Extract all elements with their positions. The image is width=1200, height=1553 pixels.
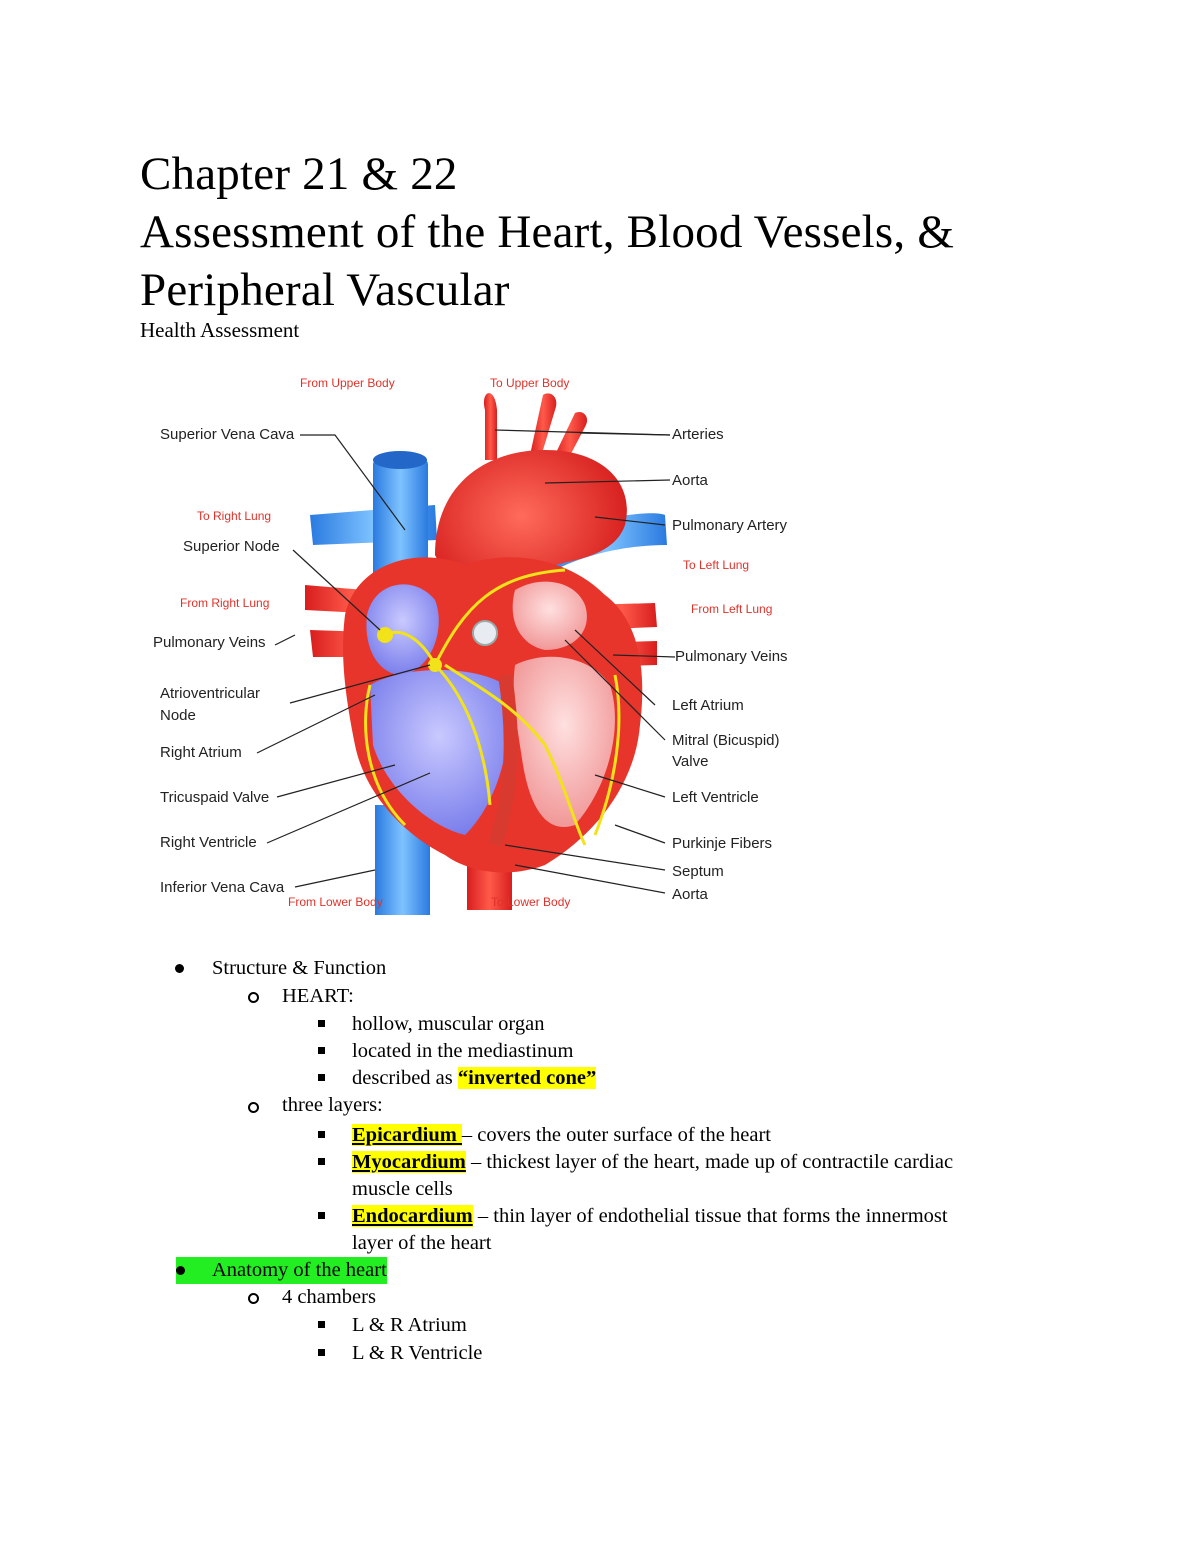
outline-three-layers: three layers: (282, 1094, 383, 1116)
outline-anatomy-highlight (176, 1257, 387, 1284)
label-tricuspid-valve: Tricuspaid Valve (160, 789, 270, 806)
av-node (428, 658, 442, 672)
outline-chamber-item-2: L & R Ventricle (352, 1342, 483, 1364)
label-to-upper-body: To Upper Body (490, 376, 570, 390)
document-title-line-1: Assessment of the Heart, Blood Vessels, & (140, 206, 955, 258)
outline-myocardium (352, 1149, 953, 1176)
outline-heart-item-2: located in the mediastinum (352, 1040, 574, 1062)
bullet-level3 (318, 1212, 325, 1219)
arteries-vessel-2 (530, 393, 556, 460)
outline-endocardium-cont: layer of the heart (352, 1232, 492, 1254)
label-left-atrium: Left Atrium (672, 697, 744, 714)
inverted-cone-highlight: “inverted cone” (457, 1067, 597, 1089)
label-arteries: Arteries (672, 426, 724, 443)
bullet-level2 (248, 1102, 259, 1113)
label-to-right-lung: To Right Lung (197, 509, 272, 523)
outline-epicardium (352, 1122, 771, 1149)
label-aorta-bottom: Aorta (672, 886, 708, 903)
label-from-left-lung: From Left Lung (691, 602, 773, 616)
outline-anatomy: Anatomy of the heart (212, 1259, 387, 1281)
outline-chamber-item-1: L & R Atrium (352, 1314, 467, 1336)
label-pulmonary-veins-right: Pulmonary Veins (675, 648, 788, 665)
bullet-level3 (318, 1131, 325, 1138)
bullet-level2 (248, 1293, 259, 1304)
document-title-line-2: Peripheral Vascular (140, 264, 510, 316)
label-to-left-lung: To Left Lung (683, 558, 750, 572)
label-inferior-vena-cava: Inferior Vena Cava (160, 879, 285, 896)
label-purkinje-fibers: Purkinje Fibers (672, 835, 773, 852)
label-superior-vena-cava: Superior Vena Cava (160, 426, 295, 443)
outline-chambers: 4 chambers (282, 1286, 376, 1308)
outline-myocardium-cont: muscle cells (352, 1178, 453, 1200)
bullet-level3 (318, 1020, 325, 1027)
outline-structure-function: Structure & Function (212, 957, 387, 979)
arteries-vessel (484, 393, 497, 460)
label-pulmonary-veins-left: Pulmonary Veins (153, 634, 266, 651)
myocardium-desc: – thickest layer of the heart, made up of contractile cardiac (465, 1151, 954, 1173)
heart-diagram (145, 365, 825, 925)
label-to-lower-body: To Lower Body (491, 895, 571, 909)
subtitle: Health Assessment (140, 318, 300, 342)
outline-heart-item-1: hollow, muscular organ (352, 1013, 545, 1035)
chapter-title: Chapter 21 & 22 (140, 148, 458, 200)
epicardium-desc: – covers the outer surface of the heart (461, 1124, 771, 1146)
bullet-level3 (318, 1047, 325, 1054)
label-from-right-lung: From Right Lung (180, 596, 270, 610)
label-septum: Septum (672, 863, 724, 880)
bullet-level2 (248, 992, 259, 1003)
bullet-level1 (176, 1266, 185, 1275)
label-left-ventricle: Left Ventricle (672, 789, 759, 806)
label-right-atrium: Right Atrium (160, 744, 242, 761)
described-as-text: described as (352, 1067, 458, 1089)
label-av-node-1: Atrioventricular (160, 685, 261, 702)
outline-endocardium (352, 1203, 948, 1230)
bullet-level3 (318, 1349, 325, 1356)
svc-opening (373, 451, 427, 469)
label-right-ventricle: Right Ventricle (160, 834, 257, 851)
label-from-lower-body: From Lower Body (288, 895, 383, 909)
bullet-level3 (318, 1158, 325, 1165)
aortic-valve (473, 621, 497, 645)
endocardium-desc: – thin layer of endothelial tissue that forms the innermost (472, 1205, 948, 1227)
bullet-level3 (318, 1321, 325, 1328)
bullet-level1 (175, 964, 184, 973)
label-mitral-2: Valve (672, 753, 709, 770)
label-mitral-1: Mitral (Bicuspid) (672, 732, 780, 749)
label-from-upper-body: From Upper Body (300, 376, 395, 390)
label-pulmonary-artery: Pulmonary Artery (672, 517, 788, 534)
epicardium-term: Epicardium (352, 1124, 462, 1146)
label-aorta-top: Aorta (672, 472, 708, 489)
label-superior-node: Superior Node (183, 538, 280, 555)
bullet-level3 (318, 1074, 325, 1081)
endocardium-term: Endocardium (352, 1205, 473, 1227)
myocardium-term: Myocardium (352, 1151, 466, 1173)
outline-described-as (352, 1065, 596, 1092)
outline-heart: HEART: (282, 985, 354, 1007)
label-av-node-2: Node (160, 707, 196, 724)
